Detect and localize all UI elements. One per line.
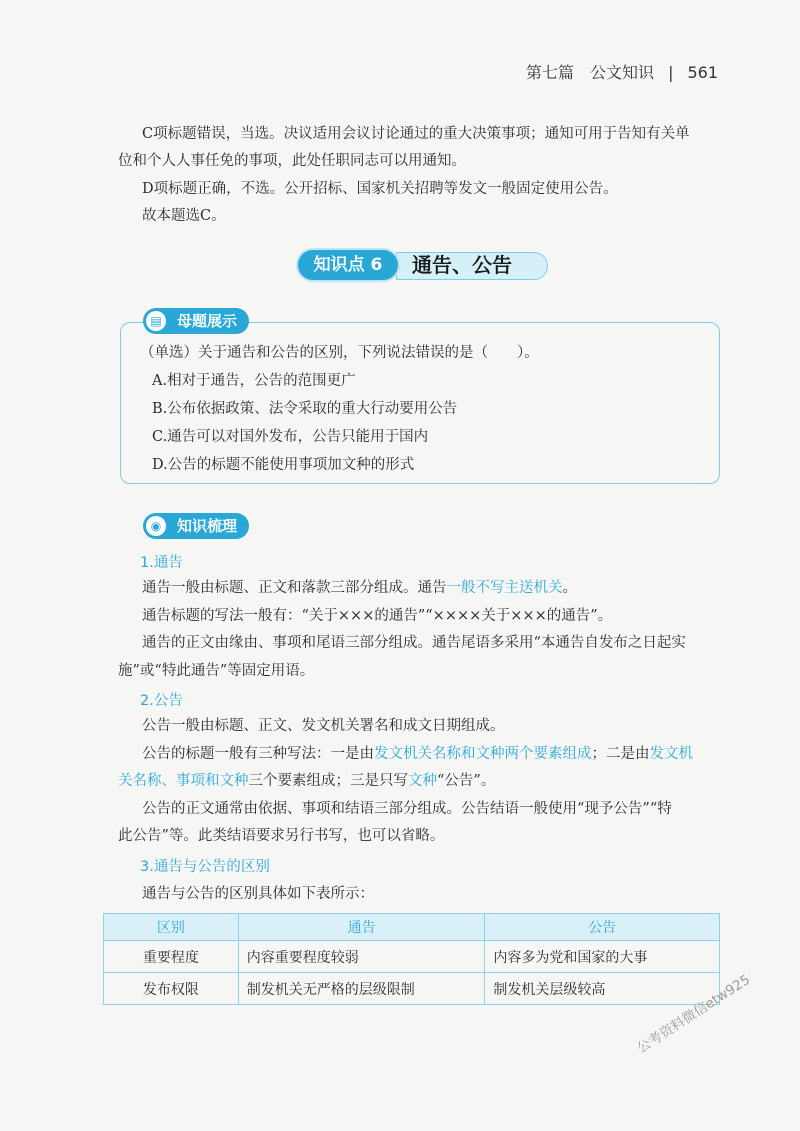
table-cell: 内容多为党和国家的大事 [485,941,720,973]
intro-line-3: D项标题正确，不选。公开招标、国家机关招聘等发文一般固定使用公告。 [142,181,618,197]
announcement-paragraph-2a: 公告的标题一般有三种写法：一是由发文机关名称和文种两个要素组成；二是由发文机 [142,746,693,762]
section-heading-notice: 1.通告 [140,555,183,571]
book-icon: ◉ [146,516,166,536]
chapter-title: 第七篇 公文知识 [526,63,655,82]
banner-label: 知识点 6 [296,248,400,282]
highlight-text: 一般不写主送机关 [446,580,563,596]
announcement-paragraph-3b: 此公告”等。此类结语要求另行书写，也可以省略。 [118,828,445,844]
highlight-text: 关名称、事项和文种 [118,773,249,789]
section-heading-difference: 3.通告与公告的区别 [140,859,270,875]
intro-line-2: 位和个人人事任免的事项，此处任职同志可以用通知。 [118,153,466,169]
announcement-paragraph-2b: 关名称、事项和文种三个要素组成；三是只写文种“公告”。 [118,773,496,789]
question-option-d: D.公告的标题不能使用事项加文种的形式 [152,457,415,473]
knowledge-tag-label: 知识梳理 [177,517,238,535]
notice-paragraph-3a: 通告的正文由缘由、事项和尾语三部分组成。通告尾语多采用“本通告自发布之日起实 [142,635,686,651]
table-header-row [104,914,720,941]
table-cell: 内容重要程度较弱 [238,941,485,973]
document-icon: ▤ [146,311,166,331]
notice-paragraph-2: 通告标题的写法一般有：“关于×××的通告”“××××关于×××的通告”。 [142,608,613,624]
comparison-table [103,913,720,1005]
highlight-text: 发文机 [649,746,693,762]
question-option-b: B.公布依据政策、法令采取的重大行动要用公告 [152,401,458,417]
intro-line-1: C项标题错误，当选。决议适用会议讨论通过的重大决策事项；通知可用于告知有关单 [142,126,690,142]
announcement-paragraph-3a: 公告的正文通常由依据、事项和结语三部分组成。公告结语一般使用“现予公告”“特 [142,801,672,817]
notice-paragraph-3b: 施”或“特此通告”等固定用语。 [118,663,315,679]
difference-intro: 通告与公告的区别具体如下表所示： [142,886,374,902]
question-tag [143,308,249,334]
intro-line-4: 故本题选C。 [142,208,226,224]
question-tag-label: 母题展示 [177,312,238,330]
announcement-paragraph-1: 公告一般由标题、正文、发文机关署名和成文日期组成。 [142,718,505,734]
table-header-cell: 通告 [238,914,485,941]
banner-title: 通告、公告 [412,253,512,277]
highlight-text: 文种 [408,773,437,789]
highlight-text: 发文机关名称和文种两个要素组成 [374,746,592,762]
knowledge-point-banner [296,248,548,282]
running-header [526,60,718,83]
table-header-cell: 区别 [104,914,239,941]
table-row [104,941,720,973]
knowledge-tag [143,513,249,539]
table-cell: 制发机关无严格的层级限制 [238,973,485,1005]
table-cell: 发布权限 [104,973,239,1005]
question-option-c: C.通告可以对国外发布，公告只能用于国内 [152,429,429,445]
question-stem: （单选）关于通告和公告的区别，下列说法错误的是（ ）。 [140,345,539,361]
watermark: 公考资料微信etw925 [634,971,754,1057]
table-cell: 重要程度 [104,941,239,973]
header-separator: | [668,63,674,82]
section-heading-announcement: 2.公告 [140,693,183,709]
page-number: 561 [687,63,718,82]
notice-paragraph-1: 通告一般由标题、正文和落款三部分组成。通告一般不写主送机关。 [142,580,577,596]
question-option-a: A.相对于通告，公告的范围更广 [152,373,356,389]
table-header-cell: 公告 [485,914,720,941]
table-row [104,973,720,1005]
table-cell: 制发机关层级较高 [485,973,720,1005]
